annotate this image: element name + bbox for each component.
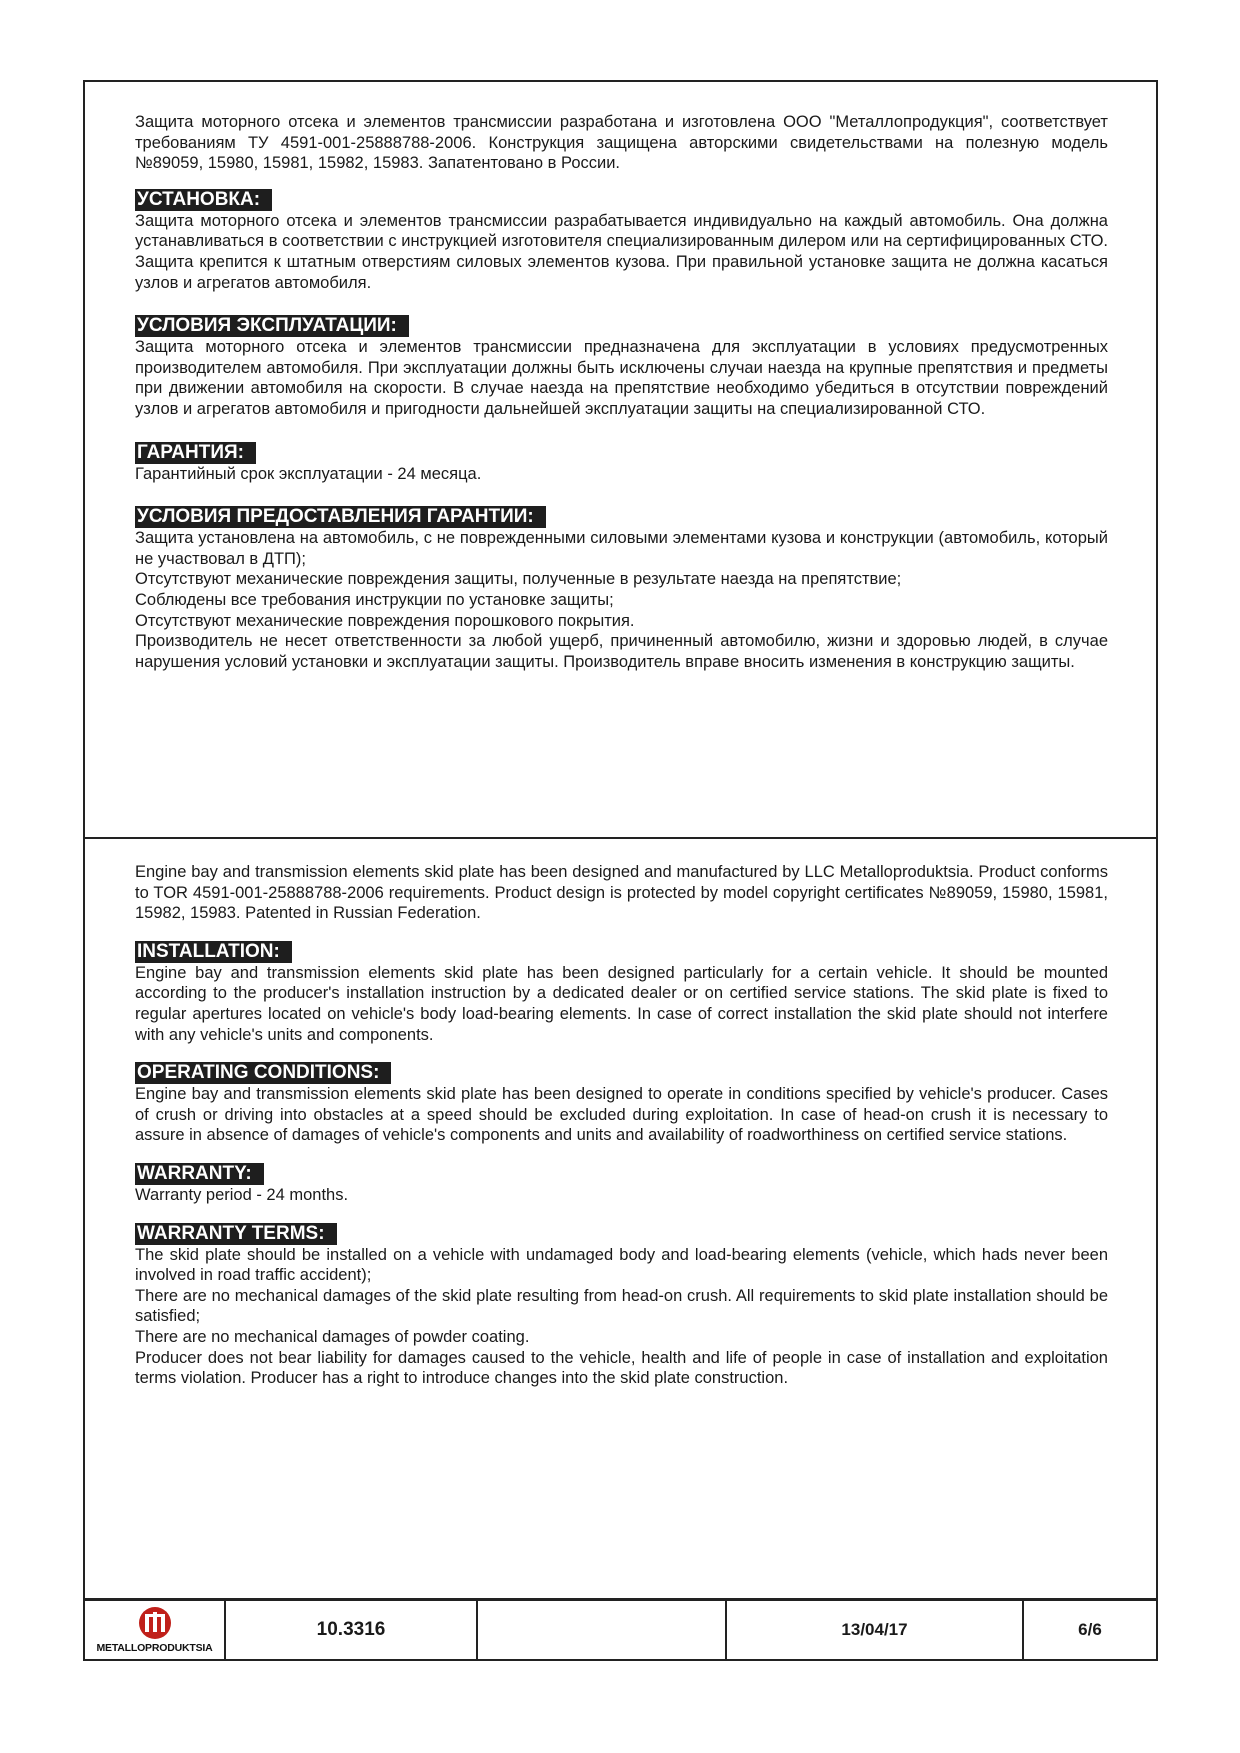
en-terms-title: WARRANTY TERMS: [135, 1223, 337, 1245]
ru-installation-title: УСТАНОВКА: [135, 189, 272, 211]
en-intro: Engine bay and transmission elements skid plate has been designed and manufactured by LLC Metalloproduktsia. Product conforms to TOR 4591-001-25888788-2006 requirements. Product design is protected by model copyright certificates №89059, 15980, 15981, 15982, 15983. Patented in Russian Federation. [135, 863, 1108, 923]
en-terms-line: Producer does not bear liability for damages caused to the vehicle, health and life of people in case of installation and exploitation terms violation. Producer has a right to introduce changes into the skid plate construction. [135, 1348, 1108, 1388]
footer-product-code: 10.3316 [226, 1601, 478, 1659]
en-terms-line: The skid plate should be installed on a vehicle with undamaged body and load-bearing elements (vehicle, which hads never been involved in road traffic accident); [135, 1245, 1108, 1285]
en-installation-text: Engine bay and transmission elements skid plate has been designed particularly for a certain vehicle. It should be mounted according to the producer's installation instruction by a dedicated dealer or on certified service stations. The skid plate is fixed to regular apertures located on vehicle's body load-bearing elements. In case of correct installation the skid plate should not interfere with any vehicle's units and components. [135, 963, 1108, 1044]
ru-operating-title: УСЛОВИЯ ЭКСПЛУАТАЦИИ: [135, 315, 409, 337]
en-installation-title: INSTALLATION: [135, 941, 292, 963]
ru-terms-line: Отсутствуют механические повреждения защиты, полученные в результате наезда на препятствие; [135, 570, 902, 589]
ru-terms-line: Производитель не несет ответственности за любой ущерб, причиненный автомобилю, жизни и здоровью людей, в случае нарушения условий установки и эксплуатации защиты. Производитель вправе вносить изменения в конструкцию защиты. [135, 632, 1108, 671]
russian-section [135, 112, 1108, 672]
footer-blank-cell [478, 1601, 727, 1659]
document-frame [83, 80, 1158, 1661]
ru-installation-text: Защита моторного отсека и элементов трансмиссии разрабатывается индивидуально на каждый автомобиль. Она должна устанавливаться в соответствии с инструкцией изготовителя специализированным дилером или на сертифицированных СТО. Защита крепится к штатным отверстиям силовых элементов кузова. При правильной установке защита не должна касаться узлов и агрегатов автомобиля. [135, 211, 1108, 292]
ru-intro: Защита моторного отсека и элементов трансмиссии разработана и изготовлена ООО "Металлопродукция", соответствует требованиям ТУ 4591-001-25888788-2006. Конструкция защищена авторскими свидетельствами на полезную модель №89059, 15980, 15981, 15982, 15983. Запатентовано в России. [135, 113, 1108, 173]
footer-table [83, 1598, 1158, 1661]
en-operating-title: OPERATING CONDITIONS: [135, 1062, 391, 1084]
company-logo-icon [136, 1606, 174, 1640]
ru-warranty-title: ГАРАНТИЯ: [135, 442, 256, 464]
en-warranty-text: Warranty period - 24 months. [135, 1185, 349, 1204]
en-warranty-title: WARRANTY: [135, 1163, 264, 1185]
ru-terms-title: УСЛОВИЯ ПРЕДОСТАВЛЕНИЯ ГАРАНТИИ: [135, 506, 546, 528]
ru-terms-line: Защита установлена на автомобиль, с не поврежденными силовыми элементами кузова и конструкции (автомобиль, который не участвовал в ДТП); [135, 529, 1108, 568]
en-terms-line: There are no mechanical damages of powder coating. [135, 1327, 530, 1346]
footer-page-number: 6/6 [1078, 1620, 1102, 1639]
en-operating-text: Engine bay and transmission elements skid plate has been designed to operate in conditions specified by vehicle's producer. Cases of crush or driving into obstacles at a speed should be excluded during exploitation. In case of head-on crush it is necessary to assure in absence of damages of vehicle's components and units and availability of roadworthiness on certified service stations. [135, 1085, 1108, 1145]
ru-warranty-text: Гарантийный срок эксплуатации - 24 месяца. [135, 464, 482, 483]
section-divider [85, 837, 1156, 839]
ru-operating-text: Защита моторного отсека и элементов трансмиссии предназначена для эксплуатации в условиях предусмотренных производителем автомобиля. При эксплуатации должны быть исключены случаи наезда на крупные препятствия и предметы при движении автомобиля на скорости. В случае наезда на препятствие необходимо убедиться в отсутствии повреждений узлов и агрегатов автомобиля и пригодности дальнейшей эксплуатации защиты на специализированной СТО. [135, 338, 1108, 418]
en-terms-line: There are no mechanical damages of the skid plate resulting from head-on crush. All requirements to skid plate installation should be satisfied; [135, 1286, 1108, 1326]
footer-date: 13/04/17 [727, 1601, 1024, 1659]
ru-terms-line: Отсутствуют механические повреждения порошкового покрытия. [135, 611, 635, 630]
ru-terms-line: Соблюдены все требования инструкции по установке защиты; [135, 590, 614, 609]
company-logo-text: METALLOPRODUKTSIA [96, 1642, 213, 1654]
footer-logo-cell [85, 1601, 226, 1659]
english-section [135, 862, 1108, 1389]
